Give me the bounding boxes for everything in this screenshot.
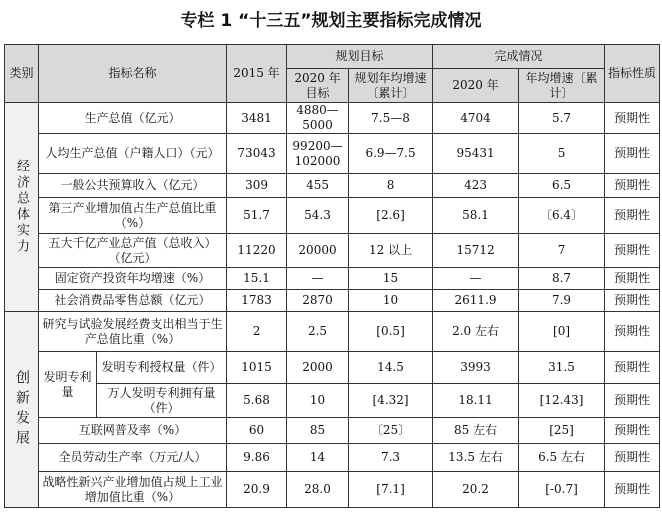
target-2020: 28.0 bbox=[287, 472, 349, 508]
plan-growth: 10 bbox=[349, 290, 433, 312]
plan-growth: [7.1] bbox=[349, 472, 433, 508]
value-2020: 58.1 bbox=[433, 198, 519, 234]
invention-group-label: 发明专利量 bbox=[39, 352, 97, 418]
actual-growth: [0] bbox=[519, 312, 605, 352]
table-row bbox=[5, 352, 660, 384]
value-2015: 2 bbox=[227, 312, 287, 352]
table-row bbox=[5, 444, 660, 472]
indicator-name: 生产总值（亿元） bbox=[39, 103, 227, 134]
header-nature: 指标性质 bbox=[605, 45, 660, 103]
value-2015: 1015 bbox=[227, 352, 287, 384]
header-plan-2020: 2020 年目标 bbox=[287, 69, 349, 103]
table-row bbox=[5, 198, 660, 234]
target-2020: 2870 bbox=[287, 290, 349, 312]
nature: 预期性 bbox=[605, 134, 660, 174]
table-row bbox=[5, 312, 660, 352]
plan-growth: 7.3 bbox=[349, 444, 433, 472]
table-row bbox=[5, 268, 660, 290]
value-2015: 1783 bbox=[227, 290, 287, 312]
indicator-name: 一般公共预算收入（亿元） bbox=[39, 174, 227, 198]
indicator-name: 五大千亿产业总产值（总收入）（亿元） bbox=[39, 234, 227, 268]
header-2015: 2015 年 bbox=[227, 45, 287, 103]
nature: 预期性 bbox=[605, 103, 660, 134]
value-2020: 4704 bbox=[433, 103, 519, 134]
plan-growth: 6.9—7.5 bbox=[349, 134, 433, 174]
indicator-name: 社会消费品零售总额（亿元） bbox=[39, 290, 227, 312]
actual-growth: 6.5 左右 bbox=[519, 444, 605, 472]
plan-growth: 8 bbox=[349, 174, 433, 198]
target-2020: 54.3 bbox=[287, 198, 349, 234]
target-2020: 20000 bbox=[287, 234, 349, 268]
value-2020: 423 bbox=[433, 174, 519, 198]
actual-growth: 5 bbox=[519, 134, 605, 174]
plan-growth: [4.32] bbox=[349, 384, 433, 418]
actual-growth: 7.9 bbox=[519, 290, 605, 312]
nature: 预期性 bbox=[605, 384, 660, 418]
value-2020: 15712 bbox=[433, 234, 519, 268]
category-economy: 经济总体实力 bbox=[5, 103, 39, 312]
nature: 预期性 bbox=[605, 352, 660, 384]
target-2020: 2000 bbox=[287, 352, 349, 384]
value-2020: 85 左右 bbox=[433, 418, 519, 444]
plan-growth: 15 bbox=[349, 268, 433, 290]
nature: 预期性 bbox=[605, 174, 660, 198]
value-2020: 18.11 bbox=[433, 384, 519, 418]
target-2020: 2.5 bbox=[287, 312, 349, 352]
header-indicator: 指标名称 bbox=[39, 45, 227, 103]
table-row bbox=[5, 103, 660, 134]
table-row bbox=[5, 290, 660, 312]
table-row bbox=[5, 472, 660, 508]
table-row bbox=[5, 234, 660, 268]
target-2020: 10 bbox=[287, 384, 349, 418]
value-2015: 15.1 bbox=[227, 268, 287, 290]
value-2020: 13.5 左右 bbox=[433, 444, 519, 472]
value-2015: 11220 bbox=[227, 234, 287, 268]
indicator-name: 研究与试验发展经费支出相当于生产总值比重（%） bbox=[39, 312, 227, 352]
value-2020: 95431 bbox=[433, 134, 519, 174]
value-2020: 2611.9 bbox=[433, 290, 519, 312]
target-2020: 85 bbox=[287, 418, 349, 444]
indicator-name: 人均生产总值（户籍人口）（元） bbox=[39, 134, 227, 174]
page-title: 专栏 1 “十三五”规划主要指标完成情况 bbox=[180, 11, 482, 31]
plan-growth: 12 以上 bbox=[349, 234, 433, 268]
indicator-name: 战略性新兴产业增加值占规上工业增加值比重（%） bbox=[39, 472, 227, 508]
value-2015: 20.9 bbox=[227, 472, 287, 508]
plan-growth: 〔25〕 bbox=[349, 418, 433, 444]
value-2015: 9.86 bbox=[227, 444, 287, 472]
table-row bbox=[5, 134, 660, 174]
indicator-name: 第三产业增加值占生产总值比重（%） bbox=[39, 198, 227, 234]
actual-growth: 8.7 bbox=[519, 268, 605, 290]
target-2020: — bbox=[287, 268, 349, 290]
indicator-name: 全员劳动生产率（万元/人） bbox=[39, 444, 227, 472]
actual-growth: [25] bbox=[519, 418, 605, 444]
actual-growth: 31.5 bbox=[519, 352, 605, 384]
value-2015: 5.68 bbox=[227, 384, 287, 418]
nature: 预期性 bbox=[605, 312, 660, 352]
header-category: 类别 bbox=[5, 45, 39, 103]
plan-growth: 14.5 bbox=[349, 352, 433, 384]
indicator-name: 发明专利授权量（件） bbox=[97, 352, 227, 384]
value-2015: 309 bbox=[227, 174, 287, 198]
header-done-2020: 2020 年 bbox=[433, 69, 519, 103]
value-2015: 60 bbox=[227, 418, 287, 444]
table-row bbox=[5, 418, 660, 444]
nature: 预期性 bbox=[605, 418, 660, 444]
indicator-name: 互联网普及率（%） bbox=[39, 418, 227, 444]
value-2020: 20.2 bbox=[433, 472, 519, 508]
nature: 预期性 bbox=[605, 290, 660, 312]
indicator-name: 万人发明专利拥有量（件） bbox=[97, 384, 227, 418]
actual-growth: 〔6.4〕 bbox=[519, 198, 605, 234]
nature: 预期性 bbox=[605, 472, 660, 508]
value-2020: 2.0 左右 bbox=[433, 312, 519, 352]
target-2020: 14 bbox=[287, 444, 349, 472]
table-row bbox=[5, 174, 660, 198]
nature: 预期性 bbox=[605, 268, 660, 290]
value-2015: 73043 bbox=[227, 134, 287, 174]
category-innovation: 创新发展 bbox=[5, 312, 39, 508]
table-row bbox=[5, 384, 660, 418]
actual-growth: 5.7 bbox=[519, 103, 605, 134]
header-plan-group: 规划目标 bbox=[287, 45, 433, 69]
indicator-name: 固定资产投资年均增速（%） bbox=[39, 268, 227, 290]
actual-growth: 7 bbox=[519, 234, 605, 268]
value-2020: — bbox=[433, 268, 519, 290]
value-2015: 51.7 bbox=[227, 198, 287, 234]
nature: 预期性 bbox=[605, 234, 660, 268]
actual-growth: 6.5 bbox=[519, 174, 605, 198]
plan-growth: [0.5] bbox=[349, 312, 433, 352]
actual-growth: [-0.7] bbox=[519, 472, 605, 508]
indicator-table bbox=[4, 44, 660, 508]
target-2020: 455 bbox=[287, 174, 349, 198]
actual-growth: [12.43] bbox=[519, 384, 605, 418]
header-done-growth: 年均增速〔累计〕 bbox=[519, 69, 605, 103]
header-done-group: 完成情况 bbox=[433, 45, 605, 69]
header-plan-growth: 规划年均增速〔累计〕 bbox=[349, 69, 433, 103]
plan-growth: 7.5—8 bbox=[349, 103, 433, 134]
nature: 预期性 bbox=[605, 198, 660, 234]
plan-growth: [2.6] bbox=[349, 198, 433, 234]
value-2020: 3993 bbox=[433, 352, 519, 384]
target-2020: 4880—5000 bbox=[287, 103, 349, 134]
target-2020: 99200—102000 bbox=[287, 134, 349, 174]
value-2015: 3481 bbox=[227, 103, 287, 134]
nature: 预期性 bbox=[605, 444, 660, 472]
